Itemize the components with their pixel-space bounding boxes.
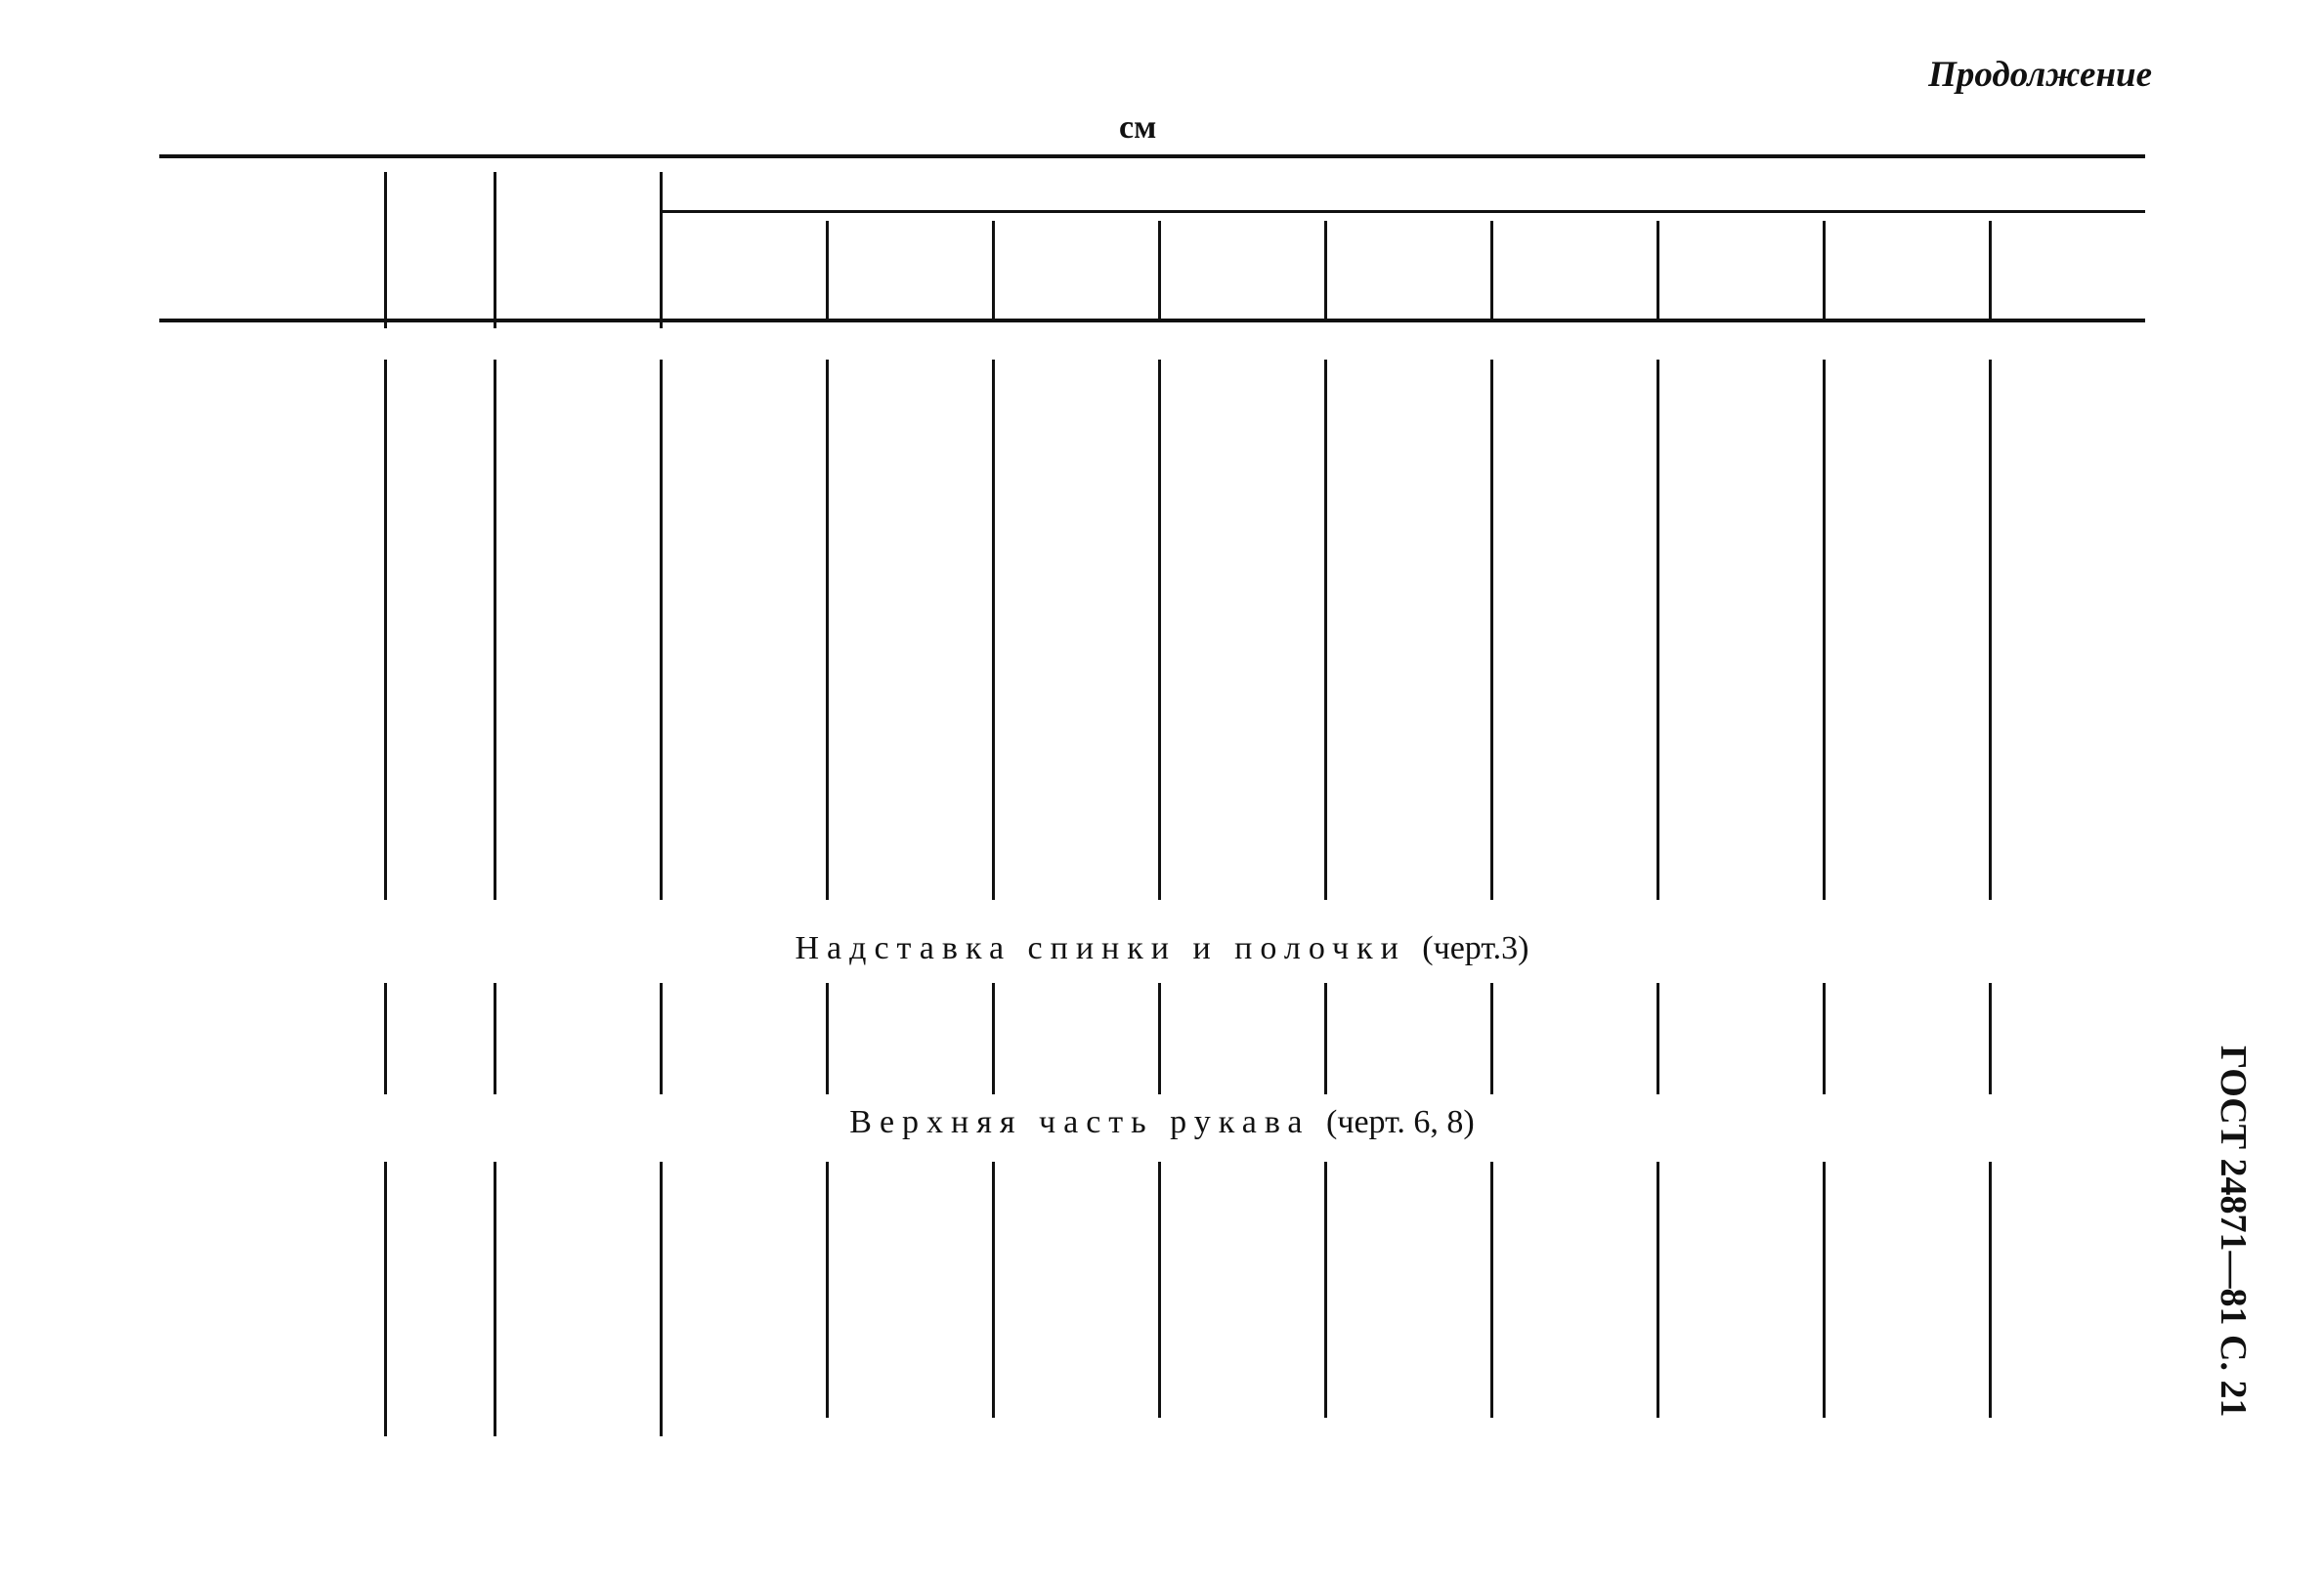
main-row-value [660, 615, 782, 650]
main-row-value [1657, 651, 1779, 686]
main-row-value [660, 403, 782, 438]
main-row-value [1324, 686, 1446, 721]
nadstavka-divider-ext [660, 1026, 663, 1094]
rukav-row-value [1490, 1310, 1613, 1345]
section-title-text: Верхняя часть рукава [849, 1104, 1311, 1140]
main-row-value [826, 367, 948, 403]
header-divider [494, 172, 496, 328]
table-top-rule [159, 154, 2145, 158]
main-row-value [1823, 403, 1945, 438]
main-row-value [1490, 721, 1613, 756]
rukav-row-value [1158, 1205, 1280, 1240]
main-row-value [660, 686, 782, 721]
main-row-value [1490, 367, 1613, 403]
rukav-row-value [1324, 1381, 1446, 1416]
girth-divider [826, 221, 829, 319]
rukav-row-value [1657, 1381, 1779, 1416]
nadstavka-divider-ext [494, 1026, 496, 1094]
section-title-note: (черт.3) [1422, 930, 1529, 966]
main-row-value [826, 438, 948, 473]
main-row-type [384, 863, 494, 898]
main-row-value [1989, 756, 2111, 791]
main-row-value [826, 651, 948, 686]
rukav-row-value [992, 1170, 1114, 1205]
rukav-row-value [1989, 1170, 2111, 1205]
main-row-value [660, 721, 782, 756]
main-row-value [1657, 863, 1779, 898]
main-row-value [992, 403, 1114, 438]
rukav-row-value [1490, 1345, 1613, 1381]
main-row-value [826, 686, 948, 721]
rukav-row-value [660, 1310, 782, 1345]
main-row-value [660, 509, 782, 544]
main-row-value [1823, 651, 1945, 686]
rukav-row-value [1324, 1240, 1446, 1275]
main-row-value [1324, 367, 1446, 403]
girth-divider [992, 221, 995, 319]
main-row-height [496, 509, 658, 544]
rukav-row-label [137, 1170, 362, 1205]
main-row-value [1158, 721, 1280, 756]
main-row-value [1324, 509, 1446, 544]
nadstavka-row-value [1324, 991, 1446, 1026]
main-row-value [1490, 756, 1613, 791]
main-row-value [1490, 544, 1613, 579]
main-row-value [1490, 615, 1613, 650]
main-row-value [660, 544, 782, 579]
main-row-value [1158, 544, 1280, 579]
main-row-value [1657, 474, 1779, 509]
main-row-label [137, 403, 362, 438]
main-row-value [1490, 651, 1613, 686]
nadstavka-row-value [826, 991, 948, 1026]
girth-group-rule [660, 210, 2145, 213]
rukav-row-value [1490, 1205, 1613, 1240]
main-row-value [992, 828, 1114, 863]
rukav-row-value [660, 1240, 782, 1275]
unit-label: см [1119, 109, 1157, 146]
main-row-value [992, 367, 1114, 403]
rukav-row-value [1324, 1310, 1446, 1345]
main-row-value [1324, 863, 1446, 898]
nadstavka-girth-divider-ext [1989, 1026, 1992, 1094]
main-row-height [496, 828, 658, 863]
main-row-value [1158, 828, 1280, 863]
main-row-value [992, 686, 1114, 721]
main-row-value [660, 438, 782, 473]
main-row-type [384, 509, 494, 544]
nadstavka-row-value [1657, 991, 1779, 1026]
nadstavka-row-value [992, 991, 1114, 1026]
main-row-height [496, 474, 658, 509]
header-divider [660, 172, 663, 328]
rukav-row-height [496, 1170, 658, 1205]
main-row-value [1324, 828, 1446, 863]
main-row-value [992, 438, 1114, 473]
main-row-value [660, 579, 782, 615]
main-row-value [1657, 367, 1779, 403]
main-row-value [1490, 509, 1613, 544]
rukav-row-type [384, 1170, 494, 1205]
rukav-row-value [1324, 1345, 1446, 1381]
main-row-value [660, 474, 782, 509]
nadstavka-row-value [1823, 991, 1945, 1026]
main-row-value [1989, 863, 2111, 898]
rukav-row-value [992, 1205, 1114, 1240]
main-row-value [1823, 544, 1945, 579]
rukav-row-value [1490, 1240, 1613, 1275]
main-row-value [1158, 579, 1280, 615]
standard-page-number-text: ГОСТ 24871—81 С. 21 [2213, 1045, 2254, 1418]
rukav-row-value [1823, 1240, 1945, 1275]
main-row-value [1823, 686, 1945, 721]
nadstavka-row-height [496, 991, 658, 1026]
continuation-label: Продолжение [1928, 55, 2152, 95]
main-row-value [1823, 509, 1945, 544]
main-row-value [1158, 756, 1280, 791]
main-row-value [1324, 756, 1446, 791]
main-row-value [992, 721, 1114, 756]
rukav-row-value [1823, 1170, 1945, 1205]
main-row-value [1989, 686, 2111, 721]
main-row-value [1158, 367, 1280, 403]
main-row-value [992, 509, 1114, 544]
rukav-row-value [660, 1170, 782, 1205]
main-row-height [496, 403, 658, 438]
main-row-value [992, 579, 1114, 615]
main-row-value [826, 509, 948, 544]
nadstavka-girth-divider-ext [1490, 1026, 1493, 1094]
main-row-value [1324, 403, 1446, 438]
main-row-value [826, 863, 948, 898]
main-row-value [1324, 544, 1446, 579]
main-row-label [137, 579, 362, 615]
girth-divider [1324, 221, 1327, 319]
main-row-value [1324, 579, 1446, 615]
rukav-row-value [1158, 1170, 1280, 1205]
nadstavka-girth-divider-ext [1158, 1026, 1161, 1094]
main-row-value [1823, 579, 1945, 615]
main-row-height [496, 544, 658, 579]
main-row-label [137, 828, 362, 863]
main-row-value [1490, 579, 1613, 615]
main-row-value [1324, 615, 1446, 650]
rukav-row-label [137, 1205, 362, 1240]
rukav-row-value [1490, 1381, 1613, 1416]
rukav-row-value [1490, 1170, 1613, 1205]
nadstavka-row-value [1490, 991, 1613, 1026]
main-row-value [1490, 686, 1613, 721]
rukav-row-value [826, 1310, 948, 1345]
rukav-row-value [1324, 1205, 1446, 1240]
main-row-height [496, 367, 658, 403]
girth-divider [1657, 221, 1659, 319]
rukav-row-value [992, 1310, 1114, 1345]
rukav-divider-ext [494, 1407, 496, 1436]
rukav-row-value [1989, 1205, 2111, 1240]
nadstavka-divider-ext [384, 1026, 387, 1094]
main-row-value [1158, 615, 1280, 650]
main-row-value [1989, 474, 2111, 509]
main-row-value [660, 863, 782, 898]
rukav-row-value [660, 1205, 782, 1240]
nadstavka-girth-divider-ext [1823, 1026, 1826, 1094]
main-row-type [384, 438, 494, 473]
rukav-row-value [1158, 1381, 1280, 1416]
main-row-value [1158, 509, 1280, 544]
main-row-type [384, 403, 494, 438]
nadstavka-girth-divider-ext [1657, 1026, 1659, 1094]
rukav-row-value [1657, 1205, 1779, 1240]
rukav-divider-ext [660, 1407, 663, 1436]
rukav-row-value [992, 1275, 1114, 1310]
section-title-note: (черт. 6, 8) [1326, 1104, 1475, 1140]
main-row-value [660, 367, 782, 403]
nadstavka-row-value [1989, 991, 2111, 1026]
main-row-value [992, 651, 1114, 686]
main-row-value [826, 403, 948, 438]
rukav-row-value [1823, 1205, 1945, 1240]
main-row-type [384, 544, 494, 579]
rukav-row-value [1989, 1345, 2111, 1381]
main-row-value [992, 474, 1114, 509]
main-row-value [1657, 756, 1779, 791]
main-row-value [1657, 686, 1779, 721]
main-row-value [1490, 438, 1613, 473]
rukav-row-value [1989, 1240, 2111, 1275]
main-row-type [384, 474, 494, 509]
main-row-value [826, 828, 948, 863]
rukav-row-type [384, 1205, 494, 1240]
main-row-value [1989, 367, 2111, 403]
main-row-value [992, 756, 1114, 791]
main-row-value [1989, 579, 2111, 615]
main-row-value [1989, 509, 2111, 544]
main-row-value [1158, 474, 1280, 509]
main-row-value [1657, 403, 1779, 438]
main-row-height [496, 863, 658, 898]
main-row-value [660, 791, 782, 827]
rukav-row-value [826, 1381, 948, 1416]
main-row-value [1158, 863, 1280, 898]
rukav-row-value [1158, 1275, 1280, 1310]
rukav-row-value [1823, 1381, 1945, 1416]
rukav-row-value [1657, 1275, 1779, 1310]
main-row-label [137, 509, 362, 544]
main-row-label [137, 367, 362, 403]
main-row-value [1490, 474, 1613, 509]
main-row-type [384, 579, 494, 615]
nadstavka-girth-divider-ext [826, 1026, 829, 1094]
main-row-value [660, 828, 782, 863]
rukav-row-value [826, 1345, 948, 1381]
rukav-row-value [1657, 1170, 1779, 1205]
nadstavka-row-label [137, 991, 362, 1026]
main-row-value [992, 863, 1114, 898]
rukav-row-value [1657, 1310, 1779, 1345]
nadstavka-row-value [660, 991, 782, 1026]
main-row-value [1490, 403, 1613, 438]
rukav-row-value [1324, 1275, 1446, 1310]
main-row-value [1823, 828, 1945, 863]
rukav-row-value [660, 1275, 782, 1310]
main-row-value [1657, 438, 1779, 473]
main-row-value [1823, 756, 1945, 791]
rukav-row-value [1823, 1310, 1945, 1345]
main-row-value [1823, 791, 1945, 827]
main-row-type [384, 367, 494, 403]
main-row-value [1158, 686, 1280, 721]
main-row-value [1657, 615, 1779, 650]
rukav-row-value [1158, 1240, 1280, 1275]
main-row-height [496, 579, 658, 615]
rukav-row-value [1158, 1345, 1280, 1381]
rukav-row-value [1657, 1240, 1779, 1275]
rukav-row-value [992, 1345, 1114, 1381]
main-row-value [1657, 509, 1779, 544]
main-row-height [496, 438, 658, 473]
rukav-row-value [1490, 1275, 1613, 1310]
main-row-value [1823, 438, 1945, 473]
main-row-value [1158, 438, 1280, 473]
girth-divider [1158, 221, 1161, 319]
main-row-value [1989, 403, 2111, 438]
rukav-row-value [1158, 1310, 1280, 1345]
main-row-value [1657, 721, 1779, 756]
rukav-row-value [1823, 1275, 1945, 1310]
main-row-label [137, 544, 362, 579]
main-row-value [1823, 367, 1945, 403]
main-row-value [1989, 438, 2111, 473]
main-row-value [1158, 403, 1280, 438]
main-row-value [826, 544, 948, 579]
main-row-value [1490, 863, 1613, 898]
main-row-value [1989, 721, 2111, 756]
main-row-value [1324, 651, 1446, 686]
section-title-nadstavka [0, 930, 2324, 967]
rukav-row-value [1324, 1170, 1446, 1205]
main-row-value [992, 791, 1114, 827]
main-row-value [826, 474, 948, 509]
rukav-row-value [992, 1381, 1114, 1416]
rukav-row-value [1657, 1345, 1779, 1381]
main-row-value [1324, 721, 1446, 756]
main-row-label [137, 863, 362, 898]
main-row-value [1324, 438, 1446, 473]
girth-divider [1823, 221, 1826, 319]
rukav-row-value [826, 1275, 948, 1310]
main-row-value [826, 756, 948, 791]
header-bottom-rule [159, 319, 2145, 322]
main-row-label [137, 474, 362, 509]
rukav-row-value [1823, 1345, 1945, 1381]
main-row-value [1989, 544, 2111, 579]
main-row-value [1989, 791, 2111, 827]
main-row-type [384, 828, 494, 863]
main-row-value [1989, 828, 2111, 863]
header-divider [384, 172, 387, 328]
rukav-row-value [1989, 1381, 2111, 1416]
rukav-row-value [826, 1170, 948, 1205]
main-row-value [1490, 791, 1613, 827]
rukav-divider-ext [384, 1407, 387, 1436]
section-title-text: Надставка спинки и полочки [795, 930, 1406, 966]
main-row-value [1490, 828, 1613, 863]
main-row-value [1324, 791, 1446, 827]
main-row-value [1823, 474, 1945, 509]
nadstavka-girth-divider-ext [992, 1026, 995, 1094]
main-row-value [1989, 651, 2111, 686]
main-row-value [1989, 615, 2111, 650]
section-title-rukav [0, 1104, 2324, 1141]
main-row-value [1657, 791, 1779, 827]
nadstavka-row-type [384, 991, 494, 1026]
main-row-value [1823, 615, 1945, 650]
main-row-value [1823, 721, 1945, 756]
rukav-row-value [1989, 1275, 2111, 1310]
main-row-value [826, 791, 948, 827]
main-row-value [1657, 828, 1779, 863]
main-row-value [826, 615, 948, 650]
rukav-row-value [660, 1381, 782, 1416]
main-row-value [1823, 863, 1945, 898]
rukav-row-value [660, 1345, 782, 1381]
main-row-type [384, 615, 494, 650]
main-row-value [1158, 651, 1280, 686]
main-row-label [137, 615, 362, 650]
main-row-value [1657, 579, 1779, 615]
rukav-row-value [826, 1205, 948, 1240]
nadstavka-row-value [1158, 991, 1280, 1026]
main-row-value [1324, 474, 1446, 509]
girth-divider [1490, 221, 1493, 319]
girth-divider [1989, 221, 1992, 319]
main-row-value [992, 615, 1114, 650]
rukav-row-value [826, 1240, 948, 1275]
main-row-value [826, 579, 948, 615]
main-row-value [1657, 544, 1779, 579]
nadstavka-girth-divider-ext [1324, 1026, 1327, 1094]
main-row-value [660, 651, 782, 686]
main-row-value [660, 756, 782, 791]
main-row-value [1158, 791, 1280, 827]
main-row-value [826, 721, 948, 756]
rukav-row-value [992, 1240, 1114, 1275]
rukav-row-value [1989, 1310, 2111, 1345]
standard-page-number [2213, 1045, 2292, 1436]
main-row-value [992, 544, 1114, 579]
main-row-label [137, 438, 362, 473]
